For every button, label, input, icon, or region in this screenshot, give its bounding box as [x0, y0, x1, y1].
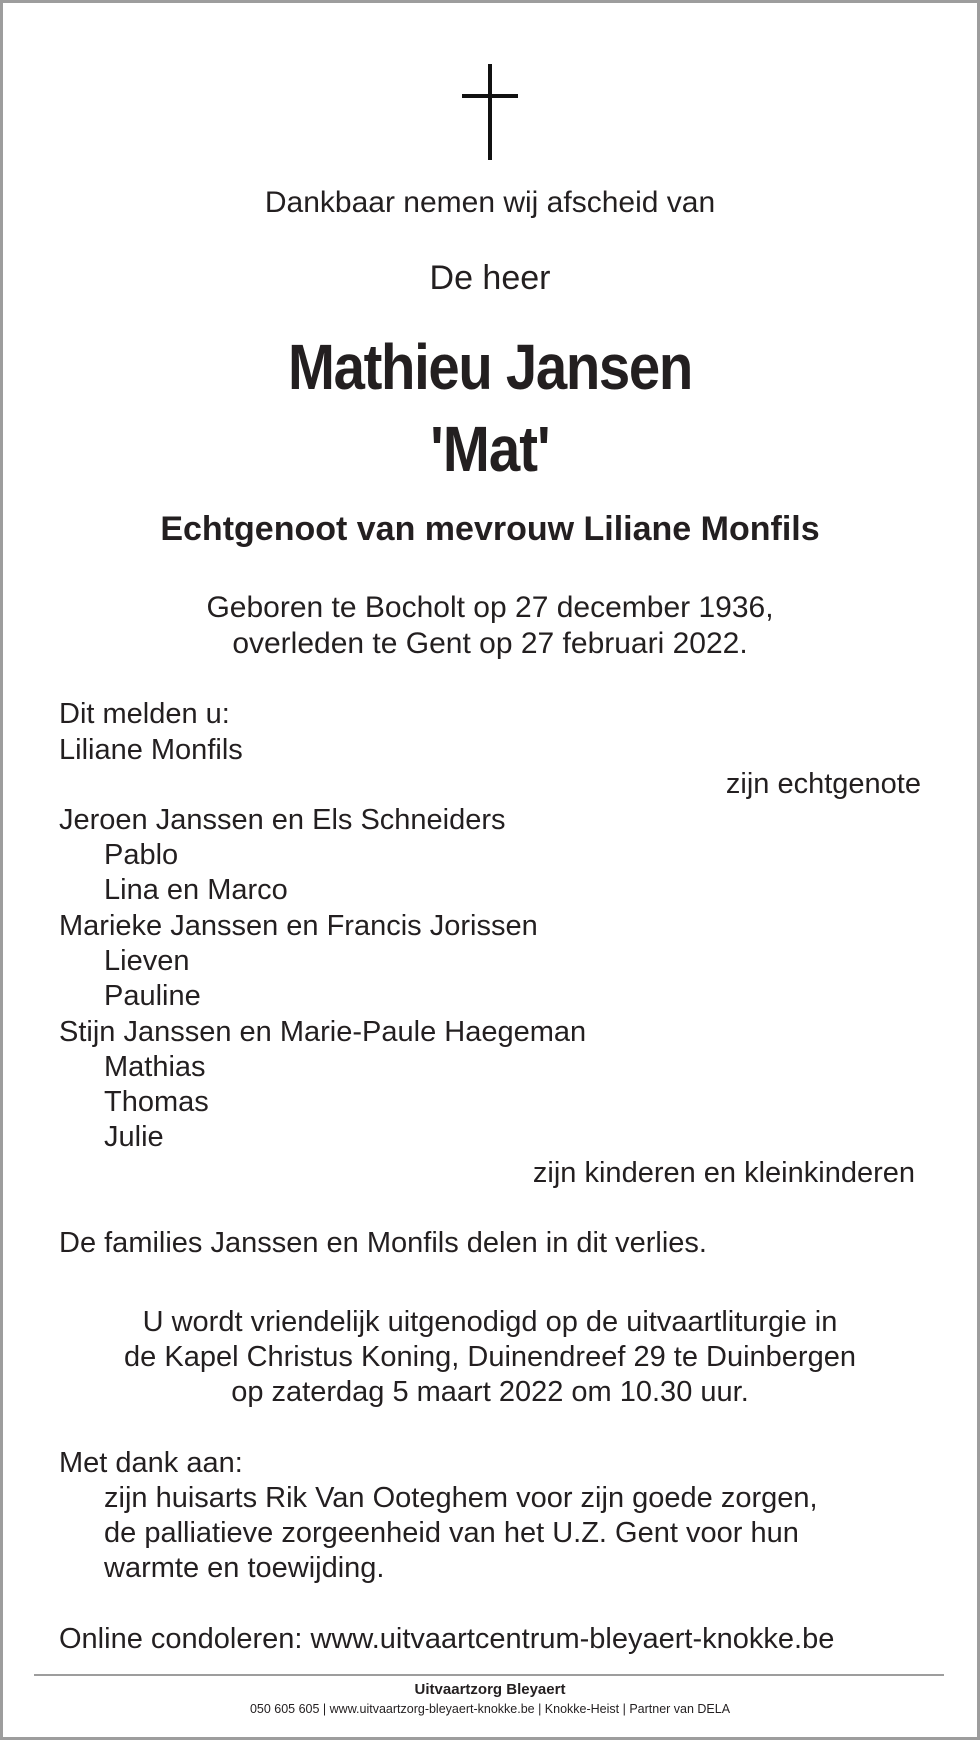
- service-line-1: U wordt vriendelijk uitgenodigd op de uitvaartliturgie in: [142, 1306, 838, 1338]
- spouse-line: Echtgenoot van mevrouw Liliane Monfils: [160, 510, 820, 548]
- announcement-intro: Dit melden u:: [59, 698, 230, 730]
- families-line: De families Janssen en Monfils delen in dit verlies.: [59, 1227, 707, 1259]
- service-line-2: de Kapel Christus Koning, Duinendreef 29 te Duinbergen: [124, 1341, 856, 1373]
- family-child: Thomas: [104, 1086, 209, 1118]
- condolence-link[interactable]: Online condoleren: www.uitvaartcentrum-bleyaert-knokke.be: [59, 1623, 835, 1655]
- footer-info: 050 605 605 | www.uitvaartzorg-bleyaert-knokke.be | Knokke-Heist | Partner van DELA: [249, 1702, 731, 1716]
- death-line: overleden te Gent op 27 februari 2022.: [232, 627, 748, 660]
- family-parent: Jeroen Janssen en Els Schneiders: [59, 804, 506, 836]
- spouse-name: Liliane Monfils: [59, 734, 243, 766]
- salutation: De heer: [429, 259, 551, 297]
- service-line-3: op zaterdag 5 maart 2022 om 10.30 uur.: [231, 1376, 749, 1408]
- footer-divider: [34, 1674, 944, 1676]
- deceased-nickname: 'Mat': [430, 413, 550, 485]
- family-parent: Stijn Janssen en Marie-Paule Haegeman: [59, 1016, 587, 1048]
- thanks-intro: Met dank aan:: [59, 1447, 243, 1479]
- cross-icon: [462, 64, 518, 160]
- family-child: Mathias: [104, 1051, 206, 1083]
- family-child: Lina en Marco: [104, 874, 288, 906]
- spouse-relation: zijn echtgenote: [725, 768, 921, 800]
- footer-company: Uitvaartzorg Bleyaert: [414, 1681, 566, 1698]
- deceased-name: Mathieu Jansen: [287, 331, 693, 403]
- thanks-line: de palliatieve zorgeenheid van het U.Z. Gent voor hun: [104, 1517, 799, 1549]
- thanks-line: zijn huisarts Rik Van Ooteghem voor zijn goede zorgen,: [104, 1482, 818, 1514]
- intro-text: Dankbaar nemen wij afscheid van: [264, 186, 716, 219]
- family-parent: Marieke Janssen en Francis Jorissen: [59, 910, 538, 942]
- birth-line: Geboren te Bocholt op 27 december 1936,: [206, 591, 774, 624]
- family-child: Pablo: [104, 839, 179, 871]
- children-relation: zijn kinderen en kleinkinderen: [532, 1157, 915, 1189]
- thanks-line: warmte en toewijding.: [104, 1552, 385, 1584]
- family-child: Pauline: [104, 980, 201, 1012]
- family-child: Julie: [104, 1121, 164, 1153]
- family-child: Lieven: [104, 945, 190, 977]
